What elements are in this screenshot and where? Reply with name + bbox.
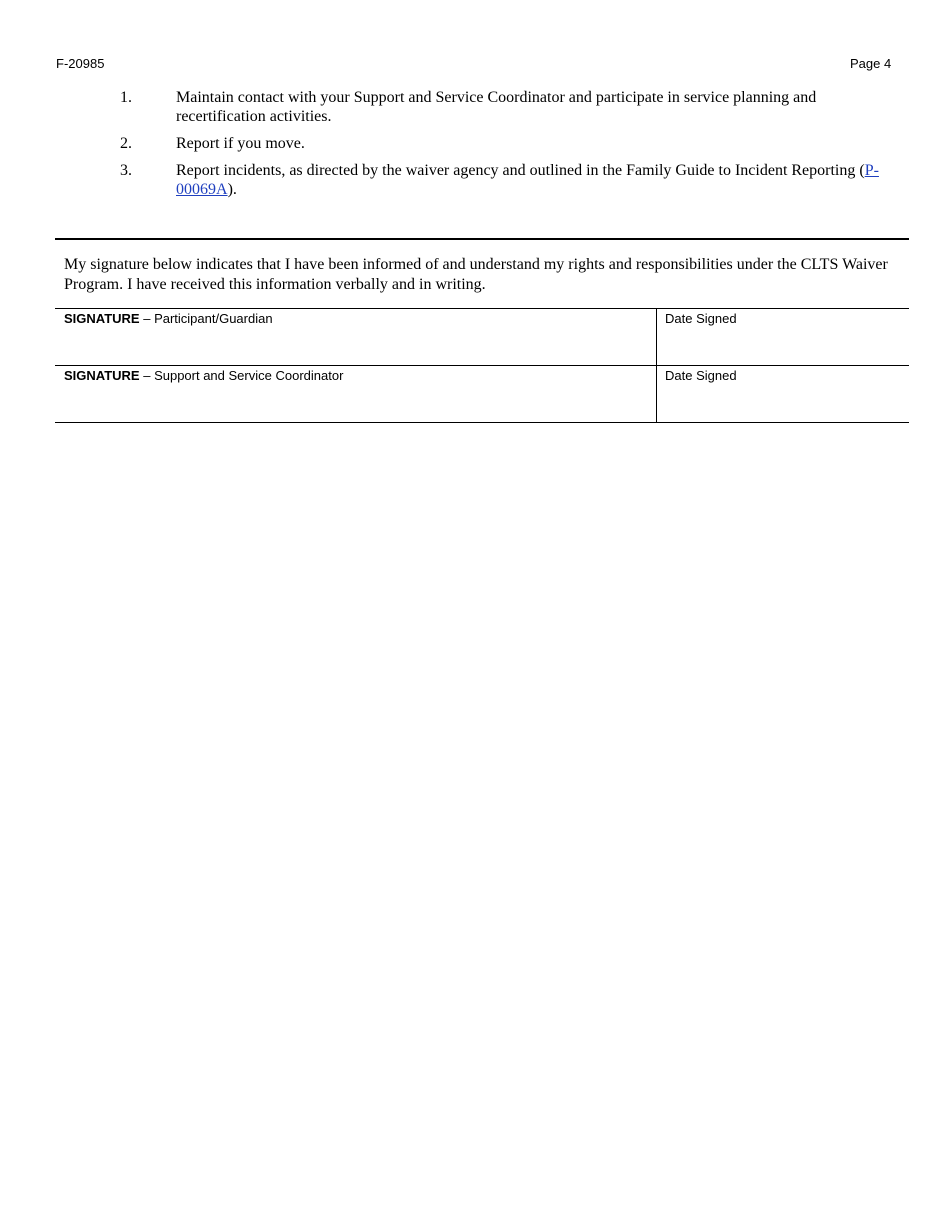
list-item-number: 1. xyxy=(120,89,132,106)
date-signed-label: Date Signed xyxy=(665,311,737,326)
participant-signature-field[interactable] xyxy=(55,309,656,365)
signature-label-bold: SIGNATURE xyxy=(64,368,140,383)
coordinator-signature-field[interactable] xyxy=(55,366,656,422)
signature-label-role: – Participant/Guardian xyxy=(139,311,273,326)
page-number: Page 4 xyxy=(850,56,892,71)
participant-date-field[interactable] xyxy=(656,309,909,365)
signature-row-participant xyxy=(55,309,909,366)
coordinator-date-field[interactable] xyxy=(656,366,909,422)
list-item-text xyxy=(176,161,906,199)
list-item-text: Report if you move. xyxy=(176,135,305,152)
form-number: F-20985 xyxy=(56,56,105,71)
signature-row-coordinator xyxy=(55,366,909,423)
list-item xyxy=(0,88,950,126)
signature-label-bold: SIGNATURE xyxy=(64,311,140,326)
date-signed-label: Date Signed xyxy=(665,368,737,383)
list-item-text-before: Report incidents, as directed by the waiver agency and outlined in the Family Guide to Incident Reporting ( xyxy=(176,162,865,179)
list-item xyxy=(0,161,950,199)
p-00069a-link[interactable]: P-00069A xyxy=(176,162,879,198)
list-item xyxy=(0,134,950,153)
section-divider xyxy=(55,238,909,240)
list-item-text: Maintain contact with your Support and Service Coordinator and participate in service planning and recertification activities. xyxy=(176,89,817,125)
responsibilities-list xyxy=(0,88,950,207)
signature-label-role: – Support and Service Coordinator xyxy=(139,368,344,383)
list-item-text-after: ). xyxy=(227,181,237,198)
acknowledgement-statement: My signature below indicates that I have been informed of and understand my rights and responsibilities under the CLTS Waiver Program. I have received this information verbally and in writing. xyxy=(64,256,888,293)
signature-table xyxy=(55,308,909,423)
list-item-number: 3. xyxy=(120,162,132,179)
list-item-number: 2. xyxy=(120,135,132,152)
